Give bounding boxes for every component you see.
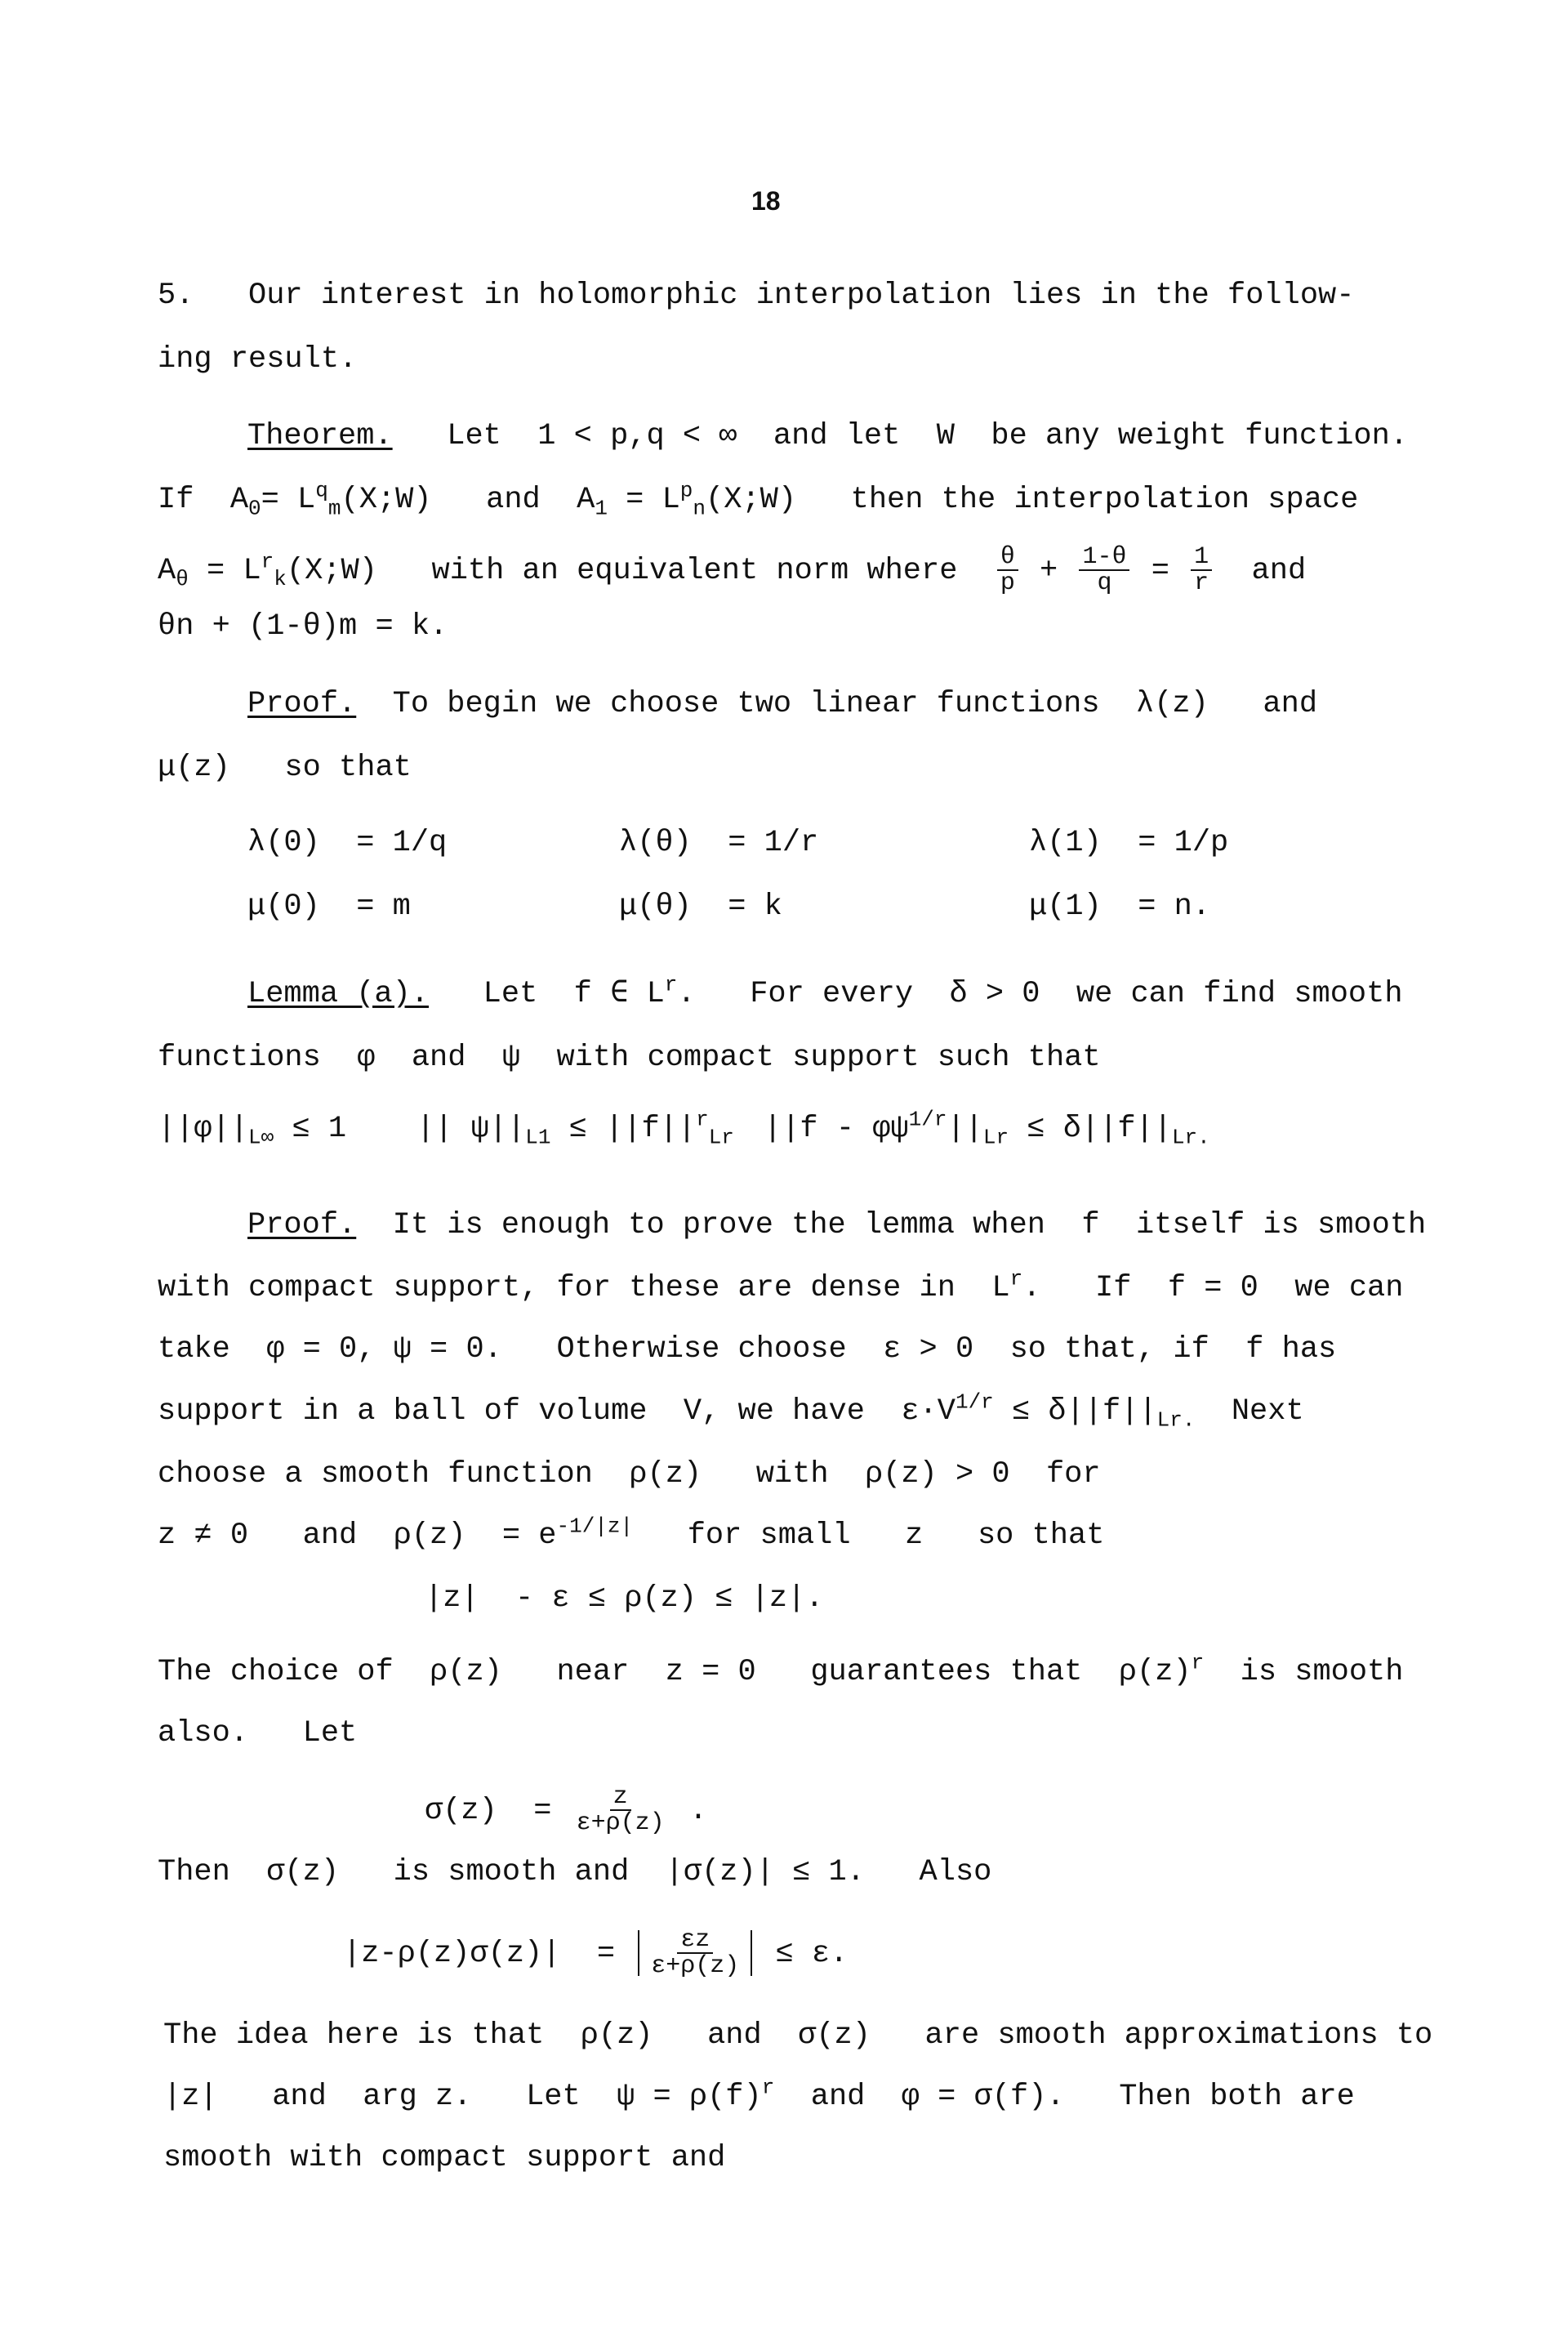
proof2-line-9: also. Let bbox=[158, 1716, 358, 1750]
proof2-line-1: Proof. It is enough to prove the lemma when f itself is smooth bbox=[247, 1208, 1427, 1242]
proof2-line-3: take φ = 0, ψ = 0. Otherwise choose ε > 0 so that, if f has bbox=[158, 1332, 1337, 1367]
lemma-ineq-1: $||\varphi||_{L\infty} \le 1$ bbox=[158, 1112, 347, 1150]
lambda-theta: λ(θ) = 1/r bbox=[619, 826, 819, 860]
section-line-2: ing result. bbox=[158, 342, 358, 377]
lemma-line-1: Lemma (a). Let f ∈ $L^r$. For every δ > 0 we can find smooth bbox=[247, 972, 1403, 1011]
proof-label: Proof. bbox=[247, 687, 357, 721]
proof-label-2: Proof. bbox=[247, 1208, 357, 1242]
proof2-line-4: support in a ball of volume V, we have $\varepsilon\cdot V^{1/r} \le \delta||f||_{Lr.}$ Next bbox=[158, 1389, 1304, 1433]
approx-inequality: |z-ρ(z)σ(z)| = $\frac{\varepsilon z}{\varepsilon+\rho(z)}$ ≤ ε. bbox=[343, 1926, 849, 1980]
fraction-one-over-r: $\frac{1}{r}$ bbox=[1191, 545, 1212, 595]
sigma-definition: σ(z) = $\frac{z}{\varepsilon+\rho(z)}$ . bbox=[425, 1783, 708, 1837]
theorem-line-3: $A_\theta$ = $L^r_k(X;W)$ with an equivalent norm where $\frac{\theta}{p}$ + $\frac{1-\theta}{q}$ = $\frac{1}{r}$ and bbox=[158, 543, 1307, 597]
lemma-line-2: functions φ and ψ with compact support such that bbox=[158, 1041, 1101, 1075]
page-number: 18 bbox=[751, 186, 781, 216]
theorem-line-1: Theorem. Let 1 < p,q < ∞ and let W be any weight function. bbox=[247, 419, 1409, 453]
rho-bounds: |z| - ε ≤ ρ(z) ≤ |z|. bbox=[425, 1581, 824, 1616]
lemma-ineq-2: || $\psi||_{L1} \le ||f||^r_{Lr}$ bbox=[416, 1107, 734, 1150]
theorem-line-2: If $A_0=$ $L^q_m(X;W)$ and $A_1$ = $L^p_n(X;W)$ then the interpolation space bbox=[158, 478, 1359, 521]
theorem-label: Theorem. bbox=[247, 419, 393, 453]
section-line-1: 5. Our interest in holomorphic interpolation lies in the follow- bbox=[158, 279, 1355, 313]
sigma-fraction: $\frac{z}{\varepsilon+\rho(z)}$ bbox=[576, 1783, 665, 1837]
proof2-line-13: The idea here is that ρ(z) and σ(z) are smooth approximations to bbox=[163, 2018, 1433, 2053]
proof2-line-14: |z| and arg z. Let $\psi = \rho(f)^r$ and φ = σ(f). Then both are bbox=[163, 2075, 1355, 2114]
theorem-line-4: θn + (1-θ)m = k. bbox=[158, 609, 448, 644]
proof1-line-1: Proof. To begin we choose two linear functions λ(z) and bbox=[247, 687, 1318, 721]
proof2-line-15: smooth with compact support and bbox=[163, 2141, 726, 2175]
proof2-line-2: with compact support, for these are dense in $L^r$. If f = 0 we can bbox=[158, 1266, 1404, 1305]
mu-theta: μ(θ) = k bbox=[619, 890, 782, 924]
proof2-line-11: Then σ(z) is smooth and |σ(z)| ≤ 1. Also bbox=[158, 1855, 992, 1889]
proof2-line-5: choose a smooth function ρ(z) with ρ(z) > 0 for bbox=[158, 1457, 1101, 1492]
proof1-line-2: μ(z) so that bbox=[158, 751, 412, 785]
proof2-line-8: The choice of ρ(z) near z = 0 guarantees that $\rho(z)^r$ is smooth bbox=[158, 1650, 1404, 1689]
lemma-ineq-3: $||f - \varphi\psi^{1/r}||_{Lr} \le \delta||f||_{Lr.}$ bbox=[764, 1107, 1210, 1150]
mu-1: μ(1) = n. bbox=[1029, 890, 1211, 924]
fraction-theta-over-p: $\frac{\theta}{p}$ bbox=[997, 545, 1018, 595]
lambda-1: λ(1) = 1/p bbox=[1029, 826, 1229, 860]
proof2-line-6: z ≠ 0 and $\rho(z) = e^{-1/|z|}$ for small z so that bbox=[158, 1514, 1105, 1553]
fraction-one-minus-theta-over-q: $\frac{1-\theta}{q}$ bbox=[1079, 545, 1129, 595]
lambda-0: λ(0) = 1/q bbox=[247, 826, 448, 860]
lemma-label: Lemma (a). bbox=[247, 977, 430, 1011]
mu-0: μ(0) = m bbox=[247, 890, 411, 924]
epsz-fraction: $\frac{\varepsilon z}{\varepsilon+\rho(z)}$ bbox=[651, 1926, 740, 1980]
